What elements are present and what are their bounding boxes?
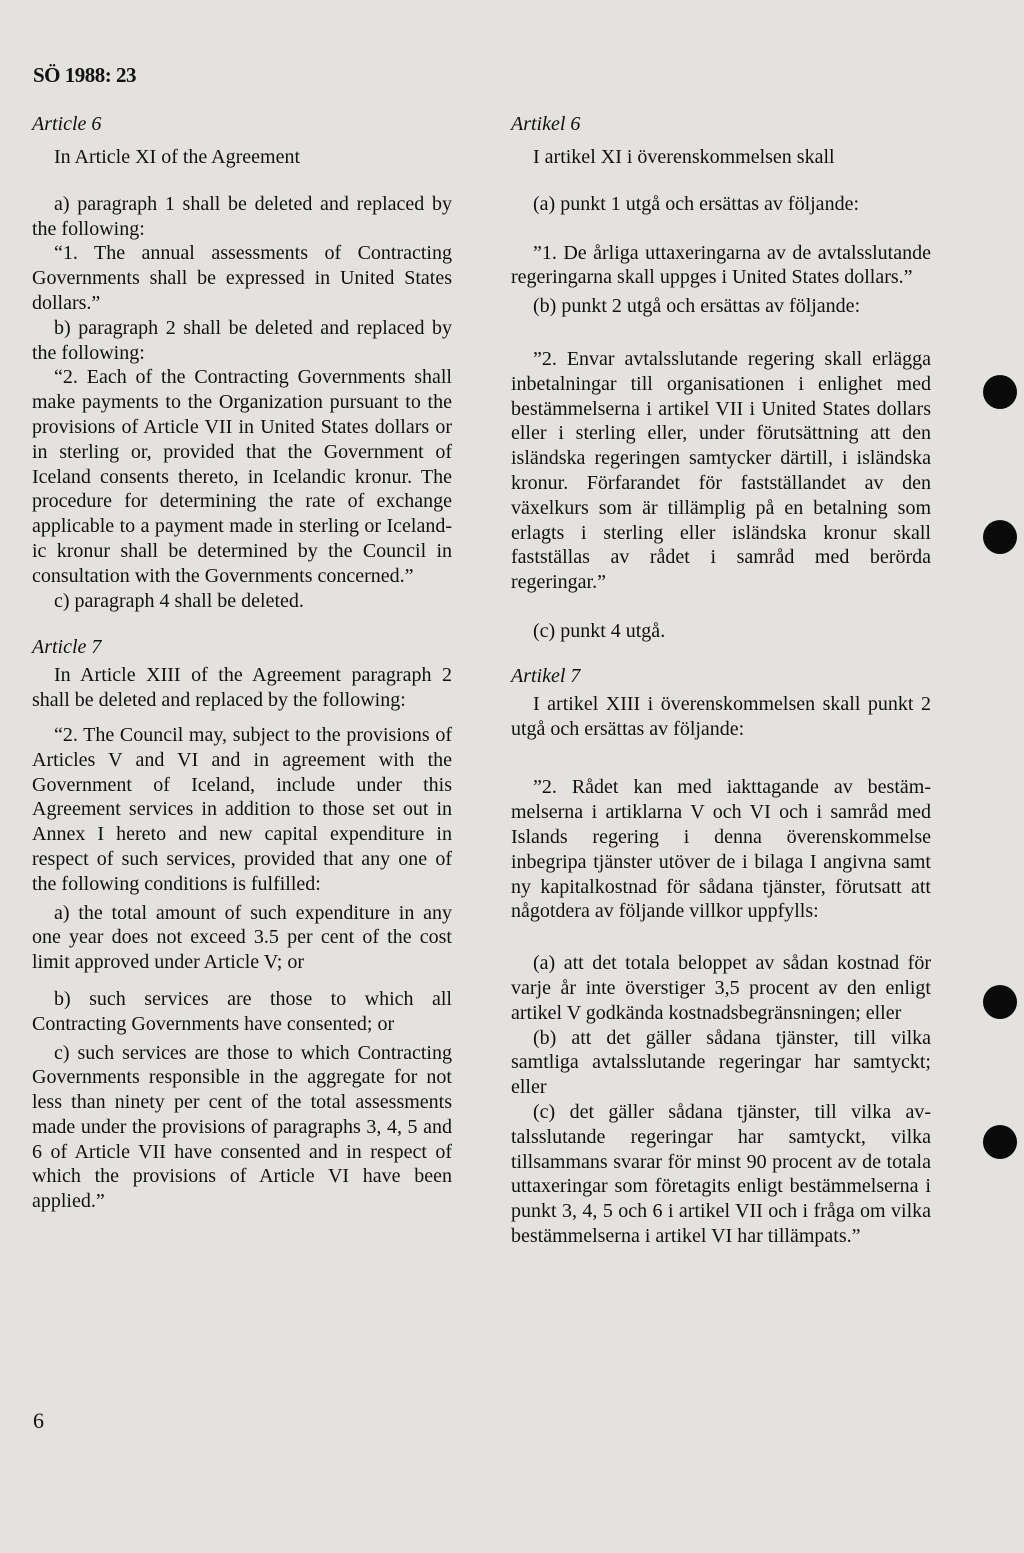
- article-7-c-sv: (c) det gäller sådana tjänster, till vilka avtalsslutande regeringar har samtyckt, vilka tillsammans svarar för minst 90 procent av de totala uttaxeringar som företagits enligt bestämmelserna i punkt 3, 4, 5 och 6 i artikel VII och i fråga om vilka bestämmelserna i artikel VI har tillämpats.”: [511, 1100, 931, 1247]
- article-7-intro-en: In Article XIII of the Agreement paragraph 2 shall be deleted and replaced by the following:: [32, 664, 452, 712]
- article-6-b-quote-en: “2. Each of the Contracting Governments shall make payments to the Organization pursuant to the provisions of Article VII in United States dollars or in sterling or, provided that the Government of Iceland consents thereto, in Icelandic kronur. The procedure for determining the rate of exchange applicable to a payment made in sterling or Icelandic kronur shall be determined by the Council in consultation with the Governments concerned.”: [32, 366, 452, 587]
- article-7-heading-en: Article 7: [32, 636, 102, 659]
- margin-marker-dot: [983, 375, 1017, 409]
- article-7-b-sv: (b) att det gäller sådana tjänster, till vilka samtliga avtalsslutande regeringar har samtyckt; eller: [511, 1026, 931, 1099]
- article-6-intro-en: In Article XI of the Agreement: [54, 146, 301, 168]
- margin-marker-dot: [983, 1125, 1017, 1159]
- page-number: 6: [33, 1408, 44, 1433]
- article-7-quote-en: “2. The Council may, subject to the provisions of Articles V and VI and in agreement with the Government of Iceland, include under this Agreement services in addition to those set out in Annex I hereto and new capital expenditure in respect of such services, provided that any one of the following conditions is fulfilled:: [32, 723, 452, 895]
- article-7-a-en: a) the total amount of such expenditure in any one year does not exceed 3.5 per cent of the cost limit approved under Article V; or: [32, 901, 452, 974]
- article-6-c-en: c) paragraph 4 shall be deleted.: [54, 589, 304, 612]
- article-7-c-en: c) such services are those to which Contracting Governments responsible in the aggregate for not less than ninety per cent of the total assessments made under the provisions of paragraphs 3, 4, 5 and 6 of Article VII have consented and in respect of which the provisions of Article VI have been applied.”: [32, 1041, 452, 1213]
- document-reference: SÖ 1988: 23: [33, 63, 137, 87]
- article-6-b-sv: (b) punkt 2 utgå och ersättas av följande:: [533, 295, 861, 318]
- article-7-b-en: b) such services are those to which all Contracting Governments have consented; or: [32, 987, 452, 1035]
- article-7-heading-sv: Artikel 7: [511, 664, 581, 687]
- margin-marker-dot: [983, 985, 1017, 1019]
- article-6-b-en: b) paragraph 2 shall be deleted and replaced by the following:: [32, 316, 452, 364]
- article-6-a-sv: (a) punkt 1 utgå och ersättas av följande:: [533, 192, 859, 215]
- swedish-column: [511, 112, 931, 1249]
- margin-marker-dot: [983, 520, 1017, 554]
- article-7-quote-sv: ”2. Rådet kan med iakttagande av bestämmelserna i artiklarna V och VI och i samråd med Islands regering i denna överenskommelse inbegripa tjänster utöver de i bilaga I angivna samt ny kapitalkostnad för sådana tjänster, förutsatt att någotdera av följande villkor uppfylls:: [511, 776, 931, 923]
- article-6-a-quote-sv: ”1. De årliga uttaxeringarna av de avtalsslutande regeringarna skall uppges i United States dollars.”: [511, 241, 931, 289]
- article-6-intro-sv: I artikel XI i överenskommelsen skall: [533, 146, 835, 168]
- article-7-a-sv: (a) att det totala beloppet av sådan kostnad för varje år inte överstiger 3,5 procent av den enligt artikel V godkända kostnadsbegränsningen; eller: [511, 952, 931, 1024]
- article-6-b-quote-sv: ”2. Envar avtalsslutande regering skall erlägga inbetalningar till organisationen i enlighet med bestämmelserna i artikel VII i United States dollars eller i sterling eller, under förutsättning att den isländska regeringen samtycker därtill, i isländska kronur. Förfarandet för fastställandet av den växelkurs som är tillämplig på en betalning som erlagts i sterling eller isländska kronur skall fastställas av rådet i samråd med berörda regeringar.”: [511, 347, 931, 594]
- article-6-a-en: a) paragraph 1 shall be deleted and replaced by the following:: [32, 192, 452, 240]
- article-6-heading-en: Article 6: [32, 113, 102, 135]
- article-6-heading-sv: Artikel 6: [511, 113, 581, 135]
- article-6-a-quote-en: “1. The annual assessments of Contracting Governments shall be expressed in United States dollars.”: [32, 242, 452, 314]
- article-6-c-sv: (c) punkt 4 utgå.: [533, 619, 666, 642]
- article-7-intro-sv: I artikel XIII i överenskommelsen skall punkt 2 utgå och ersättas av följande:: [511, 692, 931, 740]
- english-column: [32, 112, 452, 1214]
